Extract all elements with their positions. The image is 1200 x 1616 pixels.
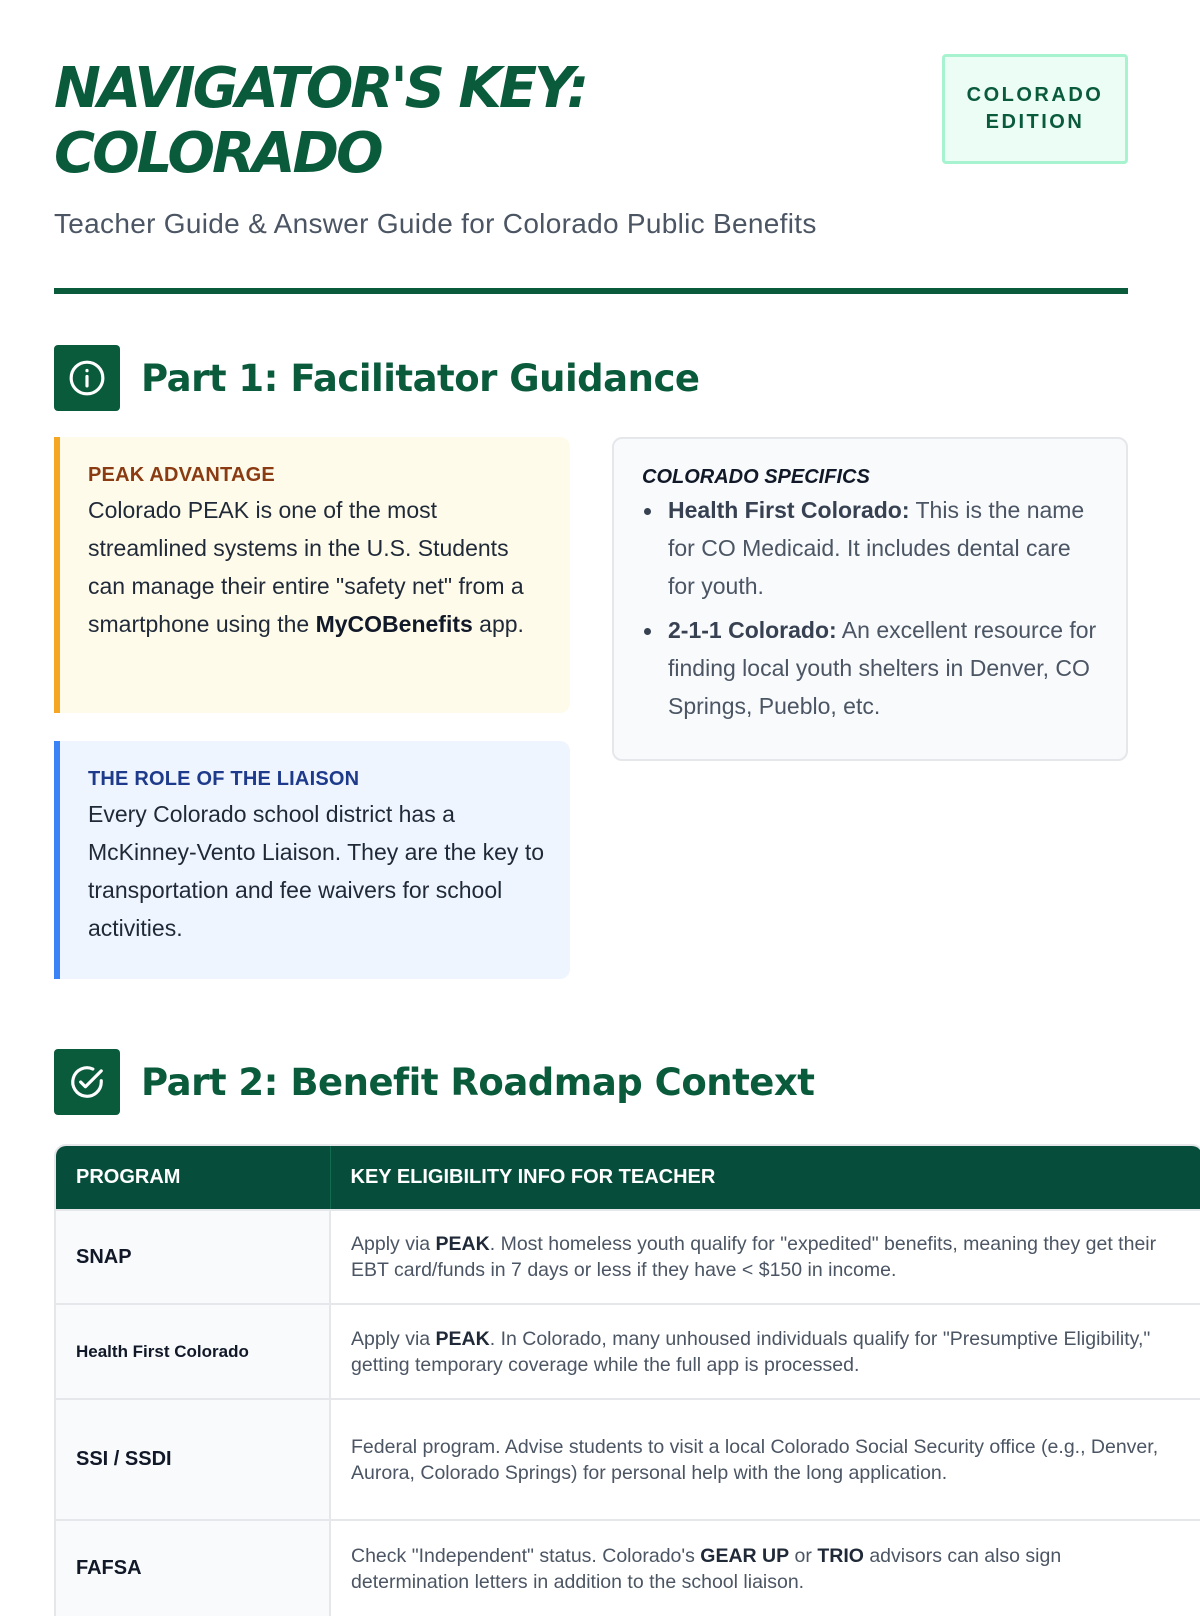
info-text: . Most homeless youth qualify for "expedited" benefits, meaning they get their EBT card/funds in 7 days or less if they have < $150 in income.	[351, 1233, 1157, 1281]
column-header-program: PROGRAM	[56, 1146, 330, 1210]
edition-badge	[942, 54, 1128, 164]
info-text: advisors can also sign determination letters in addition to the school liaison.	[351, 1544, 1062, 1593]
info-text: Apply via	[351, 1233, 436, 1255]
table-header-row	[56, 1146, 1200, 1210]
guidance-columns	[54, 437, 1128, 979]
program-cell: Health First Colorado	[56, 1304, 330, 1399]
liaison-callout	[54, 741, 570, 979]
part2-title: Part 2: Benefit Roadmap Context	[141, 1060, 815, 1104]
info-text: Apply via	[351, 1327, 436, 1350]
table-row	[56, 1210, 1200, 1304]
specifics-item	[642, 491, 1102, 605]
peak-advantage-callout	[54, 437, 570, 713]
title-line-1: NAVIGATOR'S KEY:	[54, 56, 587, 121]
part1-section	[54, 345, 1128, 979]
info-bold: PEAK	[435, 1233, 490, 1255]
specifics-term: 2-1-1 Colorado:	[668, 617, 837, 643]
peak-text-before: Colorado PEAK is one of the most streamlined systems in the U.S. Students can manage their entire "safety net" from a smartphone using the	[88, 497, 524, 637]
column-header-eligibility: KEY ELIGIBILITY INFO FOR TEACHER	[330, 1146, 1200, 1210]
subtitle: Teacher Guide & Answer Guide for Colorado Public Benefits	[54, 208, 817, 239]
badge-line-2: EDITION	[985, 111, 1085, 133]
roadmap-table	[56, 1146, 1200, 1616]
specifics-label: COLORADO SPECIFICS	[642, 466, 870, 488]
table-row	[56, 1304, 1200, 1399]
eligibility-cell	[330, 1210, 1200, 1304]
info-icon	[54, 345, 120, 411]
badge-line-1: COLORADO	[966, 84, 1104, 106]
part2-heading	[54, 1049, 814, 1115]
program-cell: SSI / SSDI	[56, 1399, 330, 1520]
guidance-left-column	[54, 437, 570, 979]
peak-text	[88, 491, 546, 643]
guidance-right-column	[612, 437, 1128, 979]
part1-title: Part 1: Facilitator Guidance	[141, 356, 700, 400]
liaison-label: THE ROLE OF THE LIAISON	[88, 768, 360, 790]
check-circle-icon	[54, 1049, 120, 1115]
part1-heading	[54, 345, 1128, 411]
benefit-roadmap-table	[54, 1144, 1200, 1616]
info-text: Check "Independent" status. Colorado's	[351, 1544, 701, 1567]
document-header	[54, 0, 1128, 238]
info-text: or	[789, 1544, 818, 1567]
info-bold: TRIO	[817, 1544, 864, 1567]
info-bold: GEAR UP	[700, 1544, 790, 1567]
liaison-text: Every Colorado school district has a McKinney-Vento Liaison. They are the key to transportation and fee waivers for school activities.	[88, 801, 545, 941]
eligibility-cell	[330, 1520, 1200, 1616]
program-cell: FAFSA	[56, 1520, 330, 1616]
info-bold: PEAK	[435, 1327, 490, 1350]
mycobenefits-app-name: MyCOBenefits	[315, 611, 473, 637]
eligibility-cell: Federal program. Advise students to visit a local Colorado Social Security office (e.g., Denver, Aurora, Colorado Springs) for personal help with the long application.	[330, 1399, 1200, 1520]
program-cell: SNAP	[56, 1210, 330, 1304]
title-line-2: COLORADO	[54, 121, 381, 186]
main-title	[54, 56, 874, 186]
table-row	[56, 1399, 1200, 1520]
header-divider	[54, 288, 1128, 294]
table-row	[56, 1520, 1200, 1616]
specifics-term: Health First Colorado:	[668, 497, 910, 523]
specifics-text: This is the name for CO Medicaid. It includes dental care for youth.	[668, 497, 1085, 599]
info-text: . In Colorado, many unhoused individuals qualify for "Presumptive Eligibility," getting temporary coverage while the full app is processed.	[351, 1327, 1151, 1376]
specifics-item	[642, 611, 1102, 725]
eligibility-cell	[330, 1304, 1200, 1399]
specifics-list	[642, 491, 1102, 725]
peak-label: PEAK ADVANTAGE	[88, 464, 275, 486]
specifics-text: An excellent resource for finding local youth shelters in Denver, CO Springs, Pueblo, etc.	[668, 617, 1097, 719]
peak-text-after: app.	[472, 611, 524, 637]
colorado-specifics-box	[612, 437, 1128, 761]
